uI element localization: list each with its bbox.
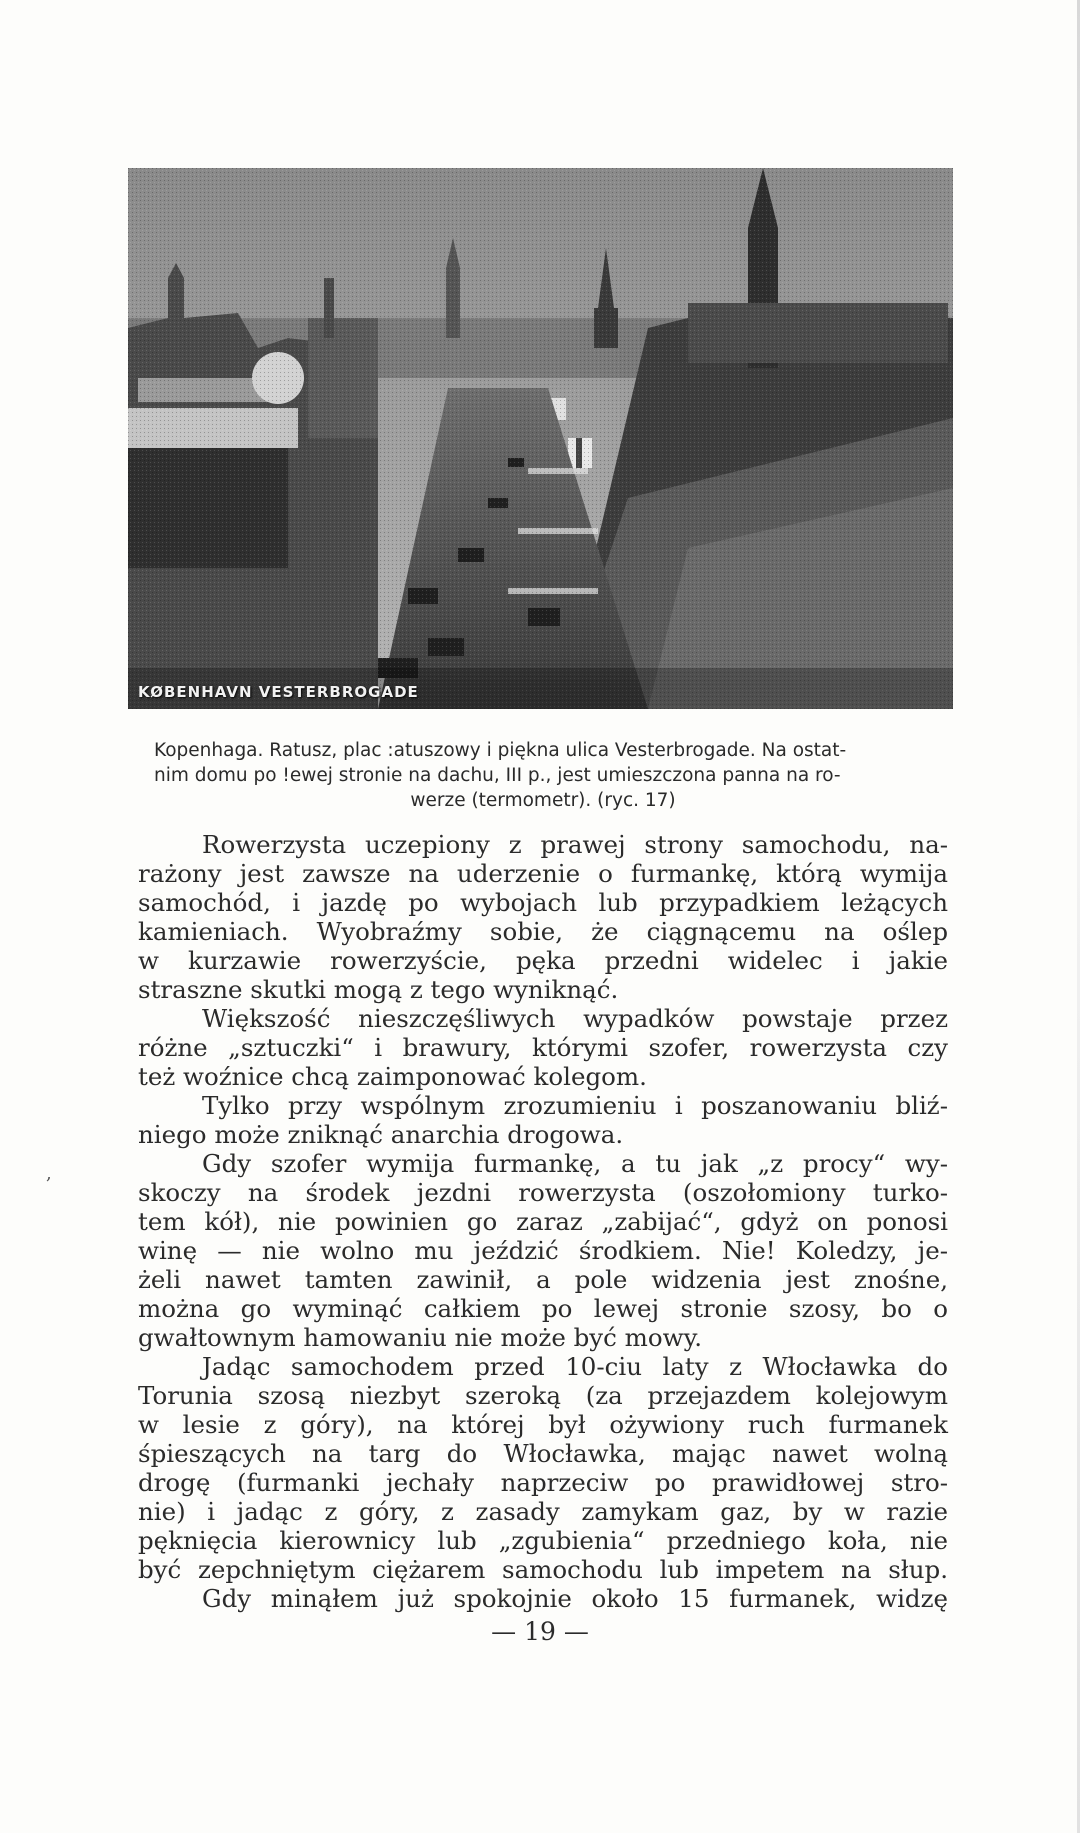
caption-line: werze (termometr). (ryc. 17) [410, 790, 676, 811]
photo-illustration [128, 168, 953, 709]
body-line: gwałtownym hamowaniu nie może być mowy. [138, 1323, 702, 1352]
caption-line: nim domu po !ewej stronie na dachu, III p., jest umieszczona panna na ro- [154, 765, 841, 786]
body-line: Tylko przy wspólnym zrozumieniu i poszanowaniu bliź- [202, 1091, 948, 1120]
body-line: straszne skutki mogą z tego wyniknąć. [138, 975, 619, 1004]
body-line: w kurzawie rowerzyście, pęka przedni widelec i jakie [138, 946, 948, 975]
body-line: w lesie z góry), na której był ożywiony ruch furmanek [138, 1410, 948, 1439]
body-line: Torunia szosą niezbyt szeroką (za przejazdem kolejowym [138, 1381, 948, 1410]
body-line: żeli nawet tamten zawinił, a pole widzenia jest znośne, [138, 1265, 948, 1294]
body-line: można go wyminąć całkiem po lewej stronie szosy, bo o [138, 1294, 948, 1323]
body-line: drogę (furmanki jechały naprzeciw po prawidłowej stro- [138, 1468, 948, 1497]
body-line: samochód, i jazdę po wybojach lub przypadkiem leżących [138, 888, 948, 917]
body-line: niego może zniknąć anarchia drogowa. [138, 1120, 624, 1149]
body-line: kamieniach. Wyobraźmy sobie, że ciągnącemu na oślep [138, 917, 948, 946]
photo-imprint-label: KØBENHAVN VESTERBROGADE [138, 683, 419, 701]
body-line: Jadąc samochodem przed 10-ciu laty z Włocławka do [202, 1352, 948, 1381]
body-line: tem kół), nie powinien go zaraz „zabijać“, gdyż on ponosi [138, 1207, 948, 1236]
body-text [138, 830, 948, 1613]
body-line: rażony jest zawsze na uderzenie o furmankę, którą wymija [138, 859, 948, 888]
photograph-copenhagen-vesterbrogade [128, 168, 953, 709]
margin-mark: , [46, 1163, 52, 1184]
body-line: też woźnice chcą zaimponować kolegom. [138, 1062, 647, 1091]
body-line: Rowerzysta uczepiony z prawej strony samochodu, na- [202, 830, 948, 859]
body-line: śpieszących na targ do Włocławka, mając nawet wolną [138, 1439, 948, 1468]
body-line: Gdy minąłem już spokojnie około 15 furmanek, widzę [202, 1584, 948, 1613]
page-number: — 19 — [491, 1617, 589, 1646]
body-line: różne „sztuczki“ i brawury, którymi szofer, rowerzysta czy [138, 1033, 948, 1062]
body-line: winę — nie wolno mu jeździć środkiem. Nie! Koledzy, je- [138, 1236, 948, 1265]
body-line: Gdy szofer wymija furmankę, a tu jak „z procy“ wy- [202, 1149, 948, 1178]
body-line: nie) i jadąc z góry, z zasady zamykam gaz, by w razie [138, 1497, 948, 1526]
photo-caption [154, 738, 932, 813]
body-line: być zepchniętym ciężarem samochodu lub impetem na słup. [138, 1555, 948, 1584]
caption-line: Kopenhaga. Ratusz, plac :atuszowy i piękna ulica Vesterbrogade. Na ostat- [154, 740, 847, 761]
body-line: Większość nieszczęśliwych wypadków powstaje przez [202, 1004, 948, 1033]
body-line: pęknięcia kierownicy lub „zgubienia“ przedniego koła, nie [138, 1526, 948, 1555]
body-line: skoczy na środek jezdni rowerzysta (oszołomiony turko- [138, 1178, 948, 1207]
